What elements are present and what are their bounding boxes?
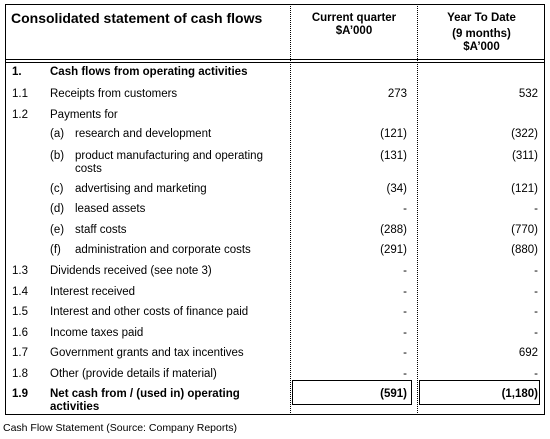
row-number: 1.6: [12, 327, 28, 339]
row-label: Interest and other costs of finance paid: [50, 306, 249, 318]
current-quarter-value: (291): [380, 244, 407, 256]
row-label: administration and corporate costs: [75, 244, 251, 256]
row-label: staff costs: [75, 224, 127, 236]
row-number: 1.7: [12, 347, 28, 359]
current-quarter-header: [291, 12, 417, 38]
row-label: Payments for: [50, 109, 118, 121]
current-quarter-value: -: [403, 265, 407, 277]
current-quarter-header-line1: Current quarter: [311, 12, 397, 24]
year-to-date-value: (121): [511, 183, 538, 195]
row-sub-letter: (a): [50, 128, 65, 140]
row-number: 1.9: [12, 388, 28, 400]
row-label: Cash flows from operating activities: [50, 66, 248, 78]
statement-title: Consolidated statement of cash flows: [11, 10, 263, 26]
row-sub-letter: (b): [50, 150, 65, 162]
current-quarter-value: -: [403, 306, 407, 318]
year-to-date-value: -: [534, 286, 538, 298]
row-sub-letter: (c): [50, 183, 64, 195]
year-to-date-value: (311): [512, 150, 538, 162]
row-number: 1.: [12, 66, 22, 78]
year-to-date-value: (770): [511, 224, 538, 236]
row-label: Income taxes paid: [50, 327, 144, 339]
year-to-date-header-line1: Year To Date: [447, 12, 516, 24]
current-quarter-value: -: [403, 286, 407, 298]
row-label: Other (provide details if material): [50, 368, 217, 380]
year-to-date-value: (322): [511, 128, 538, 140]
year-to-date-value: 532: [518, 88, 538, 100]
year-to-date-value: 692: [518, 347, 538, 359]
current-quarter-value: (591): [380, 388, 407, 400]
figure-caption: Cash Flow Statement (Source: Company Reports): [3, 422, 238, 434]
current-quarter-value: -: [403, 327, 407, 339]
current-quarter-header-line2: $A’000: [335, 25, 373, 37]
year-to-date-header-line2: (9 months): [452, 28, 511, 40]
row-number: 1.3: [12, 265, 28, 277]
row-number: 1.4: [12, 286, 28, 298]
row-sub-letter: (f): [50, 244, 61, 256]
current-quarter-value: -: [403, 203, 407, 215]
row-sub-letter: (e): [50, 224, 65, 236]
year-to-date-header-line3: $A’000: [463, 41, 500, 53]
row-label: Receipts from customers: [50, 88, 178, 100]
current-quarter-value: (288): [380, 224, 407, 236]
current-quarter-value: (121): [380, 128, 407, 140]
row-label: Net cash from / (used in) operating activities: [50, 388, 240, 413]
current-quarter-value: 273: [387, 88, 407, 100]
row-number: 1.1: [12, 88, 28, 100]
year-to-date-header: [418, 12, 545, 54]
row-label: Dividends received (see note 3): [50, 265, 212, 277]
year-to-date-value: -: [534, 306, 538, 318]
year-to-date-value: -: [534, 368, 538, 380]
row-label: research and development: [75, 128, 212, 140]
year-to-date-value: (1,180): [501, 388, 538, 400]
row-number: 1.5: [12, 306, 28, 318]
cash-flow-table: [5, 4, 545, 415]
year-to-date-value: -: [534, 203, 538, 215]
year-to-date-value: -: [534, 265, 538, 277]
current-quarter-value: (34): [386, 183, 407, 195]
row-label: advertising and marketing: [75, 183, 207, 195]
row-number: 1.8: [12, 368, 28, 380]
row-label: Interest received: [50, 286, 136, 298]
row-label: Government grants and tax incentives: [50, 347, 244, 359]
row-number: 1.2: [12, 109, 28, 121]
year-to-date-value: -: [534, 327, 538, 339]
row-label: product manufacturing and operating costs: [75, 150, 263, 175]
current-quarter-value: (131): [380, 150, 407, 162]
current-quarter-value: -: [403, 347, 407, 359]
year-to-date-value: (880): [511, 244, 538, 256]
current-quarter-value: -: [403, 368, 407, 380]
row-label: leased assets: [75, 203, 146, 215]
row-sub-letter: (d): [50, 203, 65, 215]
